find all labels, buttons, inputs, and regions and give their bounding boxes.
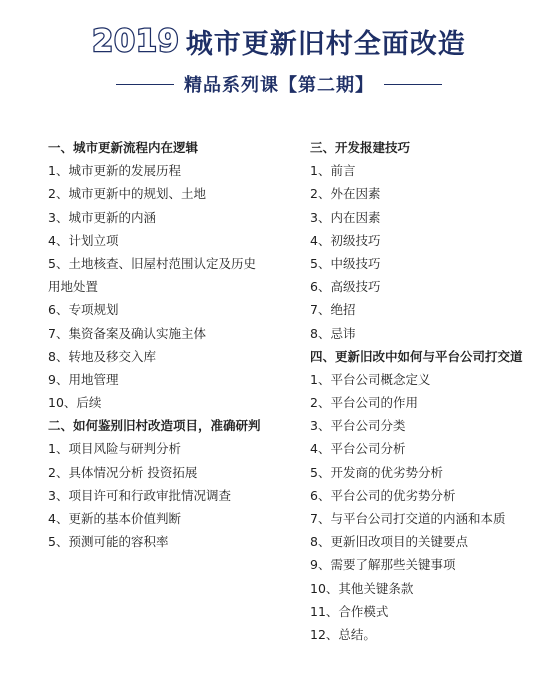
list-item: 7、与平台公司打交道的内涵和本质: [310, 511, 506, 526]
section-heading: 三、开发报建技巧: [310, 140, 411, 155]
list-item: 8、转地及移交入库: [48, 348, 156, 364]
list-item: 1、平台公司概念定义: [310, 371, 431, 387]
section-heading: 四、更新旧改中如何与平台公司打交道: [310, 348, 523, 364]
list-item: 5、土地核查、旧屋村范围认定及历史: [48, 255, 256, 271]
right-column: [310, 136, 550, 646]
list-item: 4、更新的基本价值判断: [48, 511, 181, 526]
list-item: 5、开发商的优劣势分析: [310, 464, 443, 480]
list-item: 2、具体情况分析 投资拓展: [48, 464, 198, 480]
list-item: 1、前言: [310, 163, 356, 179]
subtitle-row: [0, 71, 558, 97]
list-item: 4、计划立项: [48, 232, 119, 248]
list-item: 3、内在因素: [310, 209, 381, 225]
list-item: 4、初级技巧: [310, 232, 381, 248]
left-column: [48, 136, 288, 553]
list-item: 3、项目许可和行政审批情况调查: [48, 487, 231, 503]
left-divider: [116, 84, 174, 85]
list-item: 2、外在因素: [310, 186, 381, 202]
list-item: 10、其他关键条款: [310, 580, 414, 596]
list-item: 3、城市更新的内涵: [48, 209, 156, 225]
list-item: 9、用地管理: [48, 371, 119, 387]
list-item: 1、项目风险与研判分析: [48, 441, 181, 457]
title-row: [0, 22, 558, 61]
list-item: 3、平台公司分类: [310, 418, 406, 434]
list-item: 用地处置: [48, 279, 99, 295]
list-item: 6、专项规划: [48, 302, 119, 318]
list-item: 2、城市更新中的规划、土地: [48, 186, 206, 202]
list-item: 8、忌讳: [310, 325, 356, 341]
year-label: 2019: [92, 24, 180, 59]
list-item: 2、平台公司的作用: [310, 395, 418, 411]
list-item: 6、平台公司的优劣势分析: [310, 487, 456, 503]
list-item: 4、平台公司分析: [310, 441, 406, 457]
list-item: 8、更新旧改项目的关键要点: [310, 534, 468, 550]
list-item: 5、预测可能的容积率: [48, 534, 169, 550]
list-item: 6、高级技巧: [310, 279, 381, 295]
right-divider: [384, 84, 442, 85]
list-item: 7、绝招: [310, 302, 356, 318]
section-heading: 一、城市更新流程内在逻辑: [48, 140, 199, 155]
list-item: 5、中级技巧: [310, 255, 381, 271]
list-item: 12、总结。: [310, 626, 376, 642]
list-item: 11、合作模式: [310, 603, 389, 619]
list-item: 1、城市更新的发展历程: [48, 163, 181, 179]
list-item: 10、后续: [48, 395, 102, 411]
page-subtitle: 精品系列课【第二期】: [184, 75, 374, 96]
list-item: 9、需要了解那些关键事项: [310, 557, 456, 573]
header: [0, 22, 558, 97]
list-item: 7、集资备案及确认实施主体: [48, 325, 206, 341]
page-title: 城市更新旧村全面改造: [185, 29, 466, 60]
section-heading: 二、如何鉴别旧村改造项目，准确研判: [48, 418, 261, 434]
